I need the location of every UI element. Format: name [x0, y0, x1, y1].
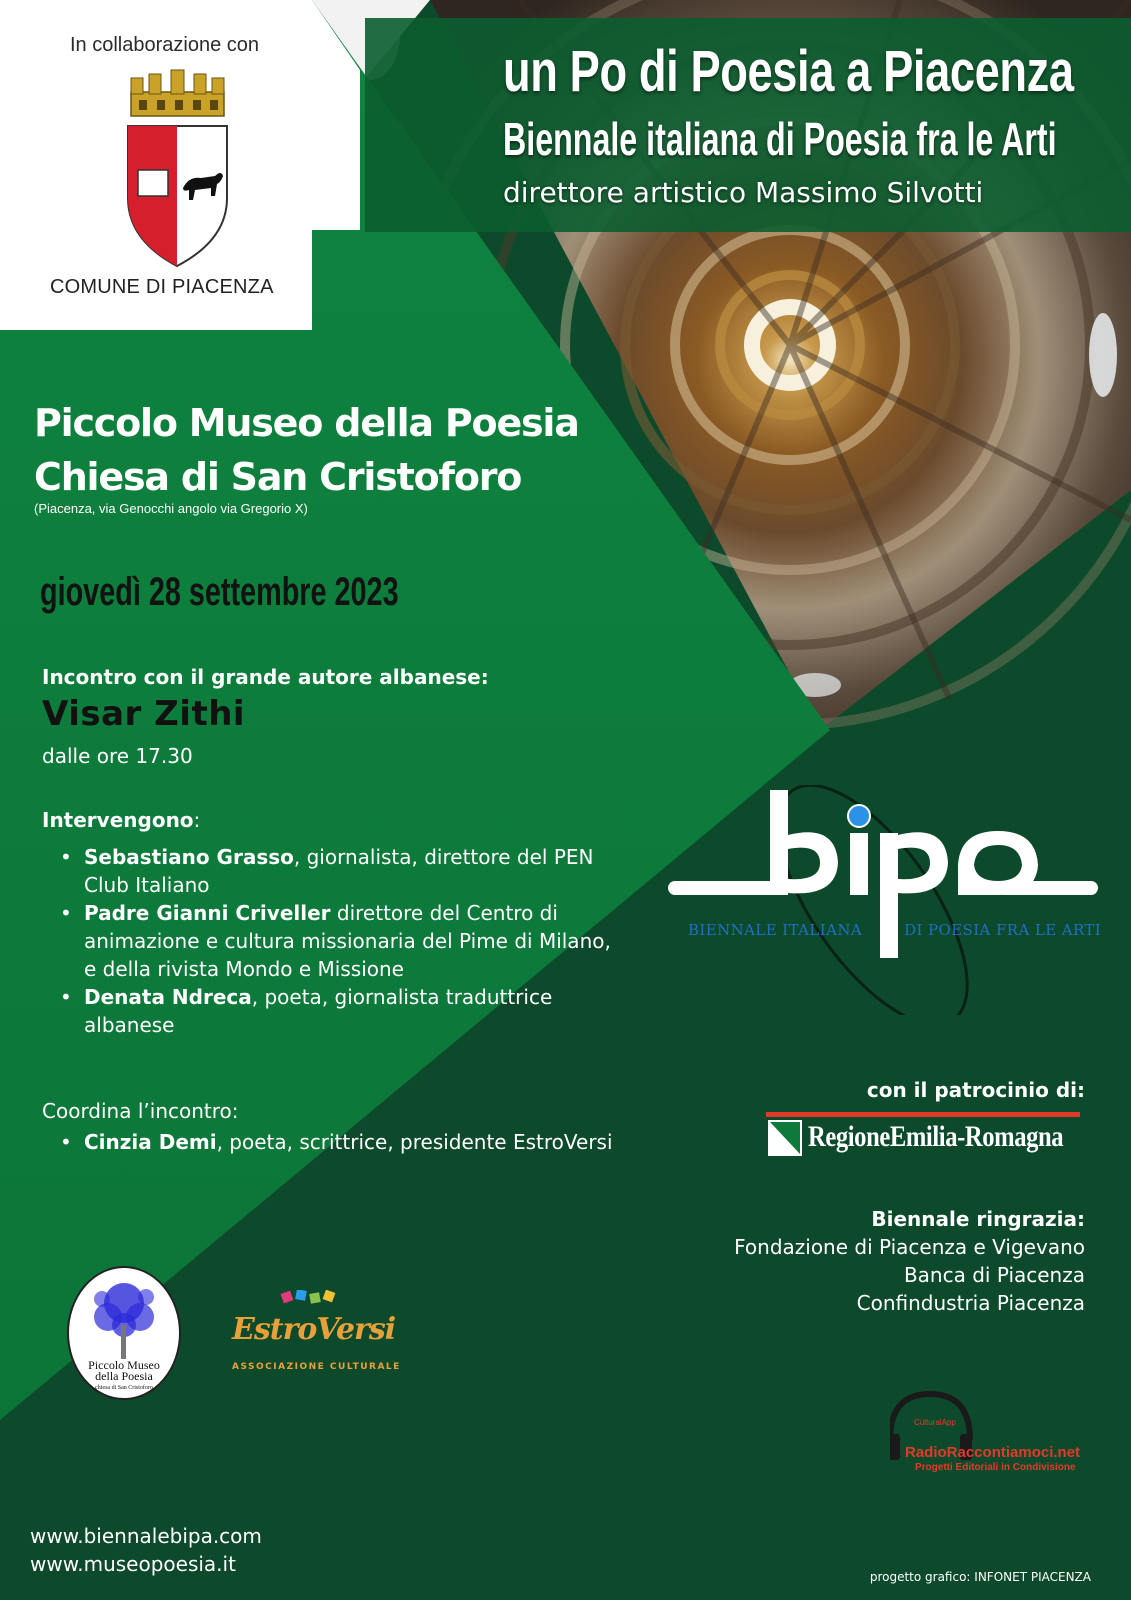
estroversi-name: EstroVersi — [232, 1312, 396, 1347]
page-title: un Po di Poesia a Piacenza — [503, 39, 1074, 104]
coordinator-desc: , poeta, scrittrice, presidente EstroVersi — [216, 1130, 613, 1154]
event-intro: Incontro con il grande autore albanese: — [42, 665, 489, 689]
websites — [30, 1522, 262, 1578]
speaker-name: Padre Gianni Criveller — [84, 901, 331, 925]
radio-name: RadioRaccontiamoci.net — [905, 1444, 1081, 1461]
speakers-list — [58, 843, 618, 1039]
venue-line-1: Piccolo Museo della Poesia — [34, 401, 579, 445]
regione-name: RegioneEmilia-Romagna — [808, 1120, 1064, 1153]
coordinator-name: Cinzia Demi — [84, 1130, 217, 1154]
event-time: dalle ore 17.30 — [42, 744, 193, 768]
bipo-tagline-left: BIENNALE ITALIANA — [688, 921, 863, 939]
venue-line-2: Chiesa di San Cristoforo — [34, 455, 522, 499]
bipo-logo-icon — [668, 785, 1098, 1015]
patronage-heading: con il patrocinio di: — [866, 1078, 1085, 1102]
speaker-name: Denata Ndreca — [84, 985, 252, 1009]
venue-name — [34, 396, 579, 504]
list-item: Fondazione di Piacenza e Vigevano — [734, 1235, 1085, 1259]
list-item — [58, 843, 618, 899]
speaker-name: Sebastiano Grasso — [84, 845, 294, 869]
venue-address: (Piacenza, via Genocchi angolo via Gregorio X) — [34, 501, 308, 516]
list-item: Banca di Piacenza — [903, 1263, 1085, 1287]
speakers-heading — [42, 808, 200, 832]
speakers-heading-label: Intervengono — [42, 808, 194, 832]
website-link[interactable]: www.biennalebipa.com — [30, 1524, 262, 1548]
speakers-heading-colon: : — [193, 808, 201, 832]
estroversi-assoc: ASSOCIAZIONE CULTURALE — [232, 1362, 401, 1372]
municipality-label: COMUNE DI PIACENZA — [50, 276, 274, 298]
list-item — [58, 983, 618, 1039]
piacenza-crest-icon — [125, 68, 230, 268]
coordination-heading: Coordina l’incontro: — [42, 1099, 239, 1123]
bipo-tagline-right: DI POESIA FRA LE ARTI — [904, 921, 1102, 939]
speaker-desc: , poeta, giornalista traduttrice albanese — [84, 985, 553, 1037]
design-credit: progetto grafico: INFONET PIACENZA — [869, 1570, 1091, 1584]
thanks-section — [734, 1205, 1085, 1317]
list-item — [58, 1128, 618, 1156]
page-subtitle: Biennale italiana di Poesia fra le Arti — [503, 113, 1057, 165]
piccolo-museo-logo-icon — [66, 1265, 182, 1401]
piccolo-line-2: della Poesia — [95, 1369, 153, 1383]
list-item — [58, 899, 618, 983]
piccolo-line-1: Piccolo Museo — [88, 1358, 160, 1372]
artistic-director: direttore artistico Massimo Silvotti — [503, 176, 984, 209]
author-name: Visar Zithi — [42, 694, 246, 734]
speaker-desc: , giornalista, direttore del PEN Club Italiano — [84, 845, 594, 897]
coordination-list — [58, 1128, 618, 1156]
bipo-tagline — [688, 921, 1101, 939]
speaker-desc: direttore del Centro di animazione e cultura missionaria del Pime di Milano, e della rivista Mondo e Missione — [84, 901, 611, 981]
piccolo-line-3: chiesa di San Cristoforo — [95, 1385, 153, 1391]
thanks-heading: Biennale ringrazia: — [871, 1207, 1085, 1231]
collaboration-label: In collaborazione con — [70, 34, 260, 56]
website-link[interactable]: www.museopoesia.it — [30, 1552, 236, 1576]
list-item: Confindustria Piacenza — [856, 1291, 1085, 1315]
event-date: giovedì 28 settembre 2023 — [40, 570, 399, 614]
radio-tagline: Progetti Editoriali in Condivisione — [915, 1462, 1076, 1473]
radio-app-label: CulturalApp — [914, 1418, 956, 1427]
